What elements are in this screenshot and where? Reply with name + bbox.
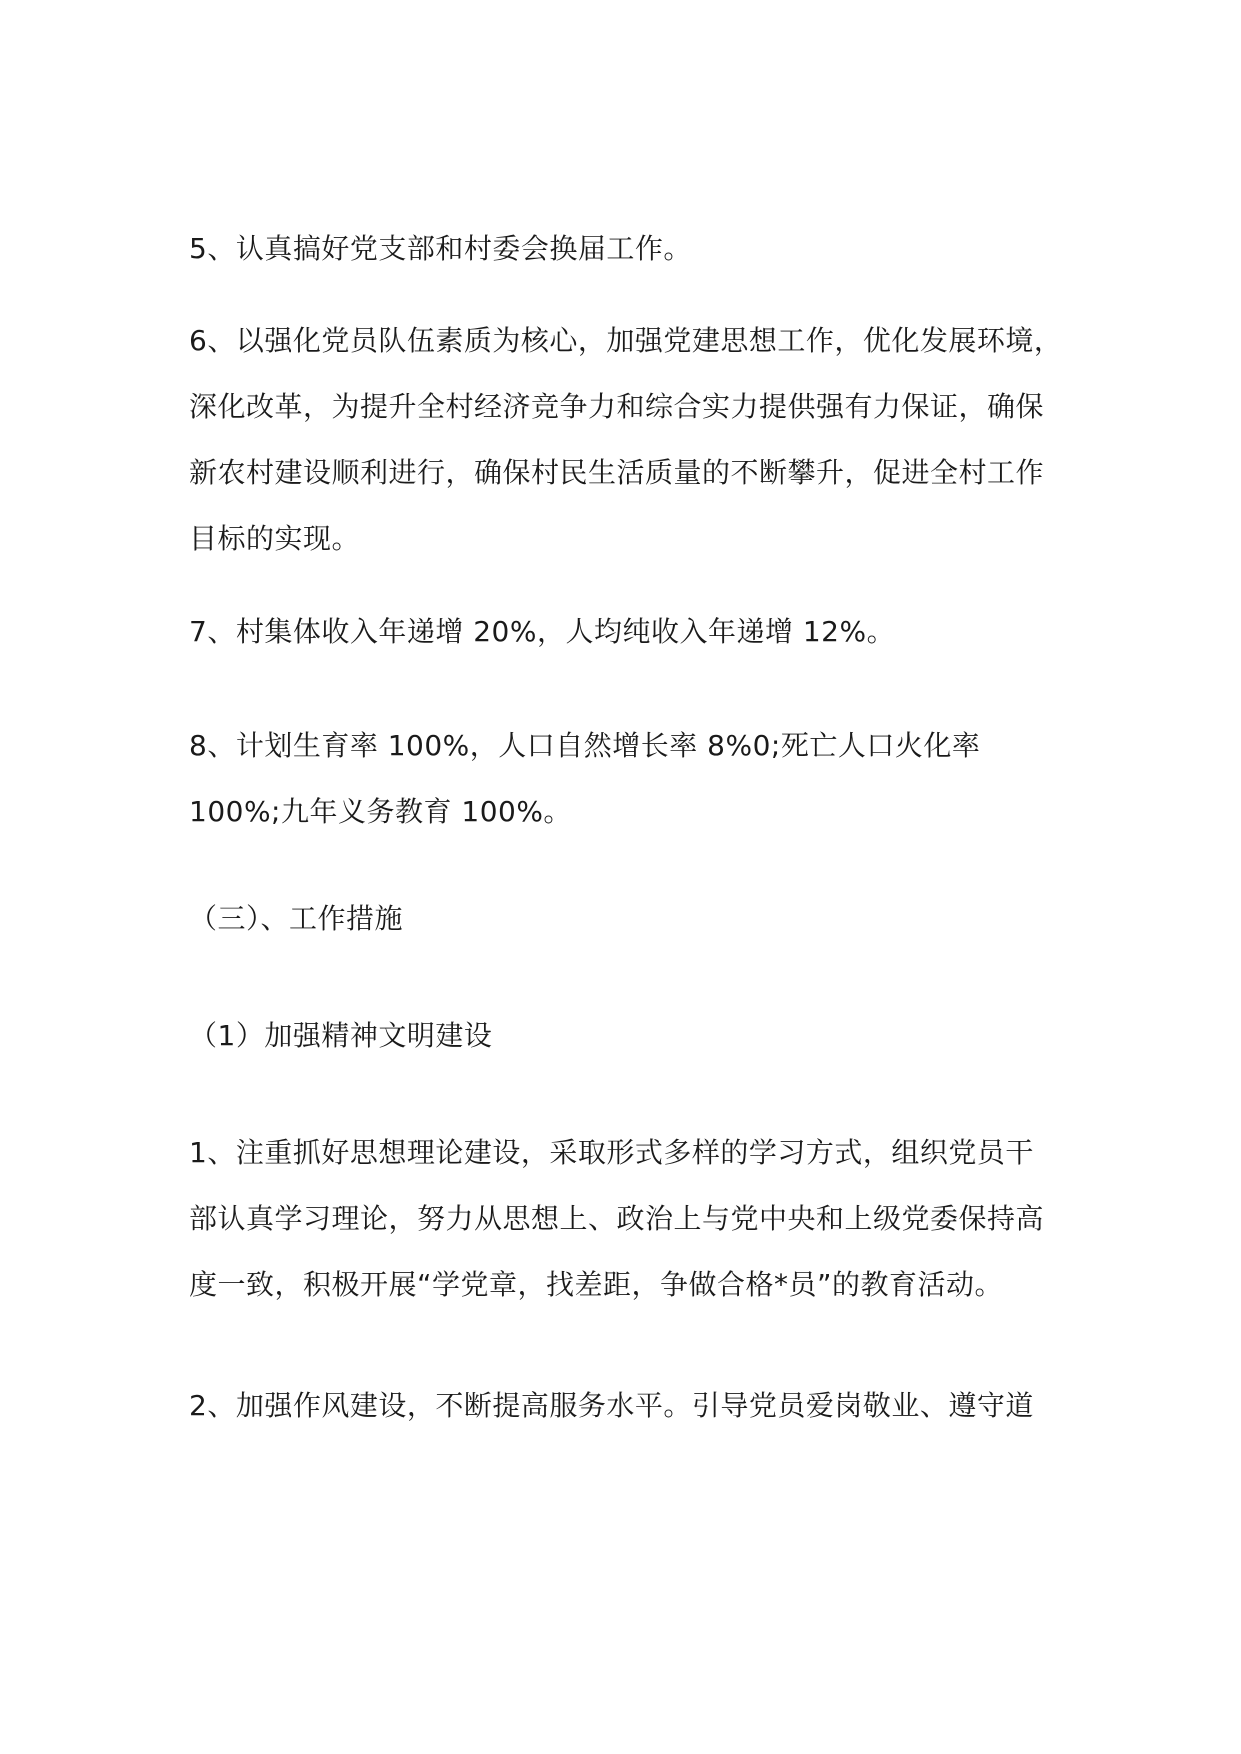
text-line: 5、认真搞好党支部和村委会换届工作。 — [189, 232, 692, 265]
text-line: 部认真学习理论，努力从思想上、政治上与党中央和上级党委保持高 — [189, 1202, 1045, 1235]
text-line: （三）、工作措施 — [189, 902, 404, 935]
paragraph-item-7 — [189, 599, 1069, 665]
text-line: 度一致，积极开展“学党章，找差距，争做合格*员”的教育活动。 — [189, 1268, 1004, 1301]
text-line: 6、以强化党员队伍素质为核心，加强党建思想工作，优化发展环境， — [189, 324, 1063, 357]
paragraph-item-8 — [189, 713, 1069, 845]
text-line: （1）加强精神文明建设 — [189, 1019, 493, 1052]
text-line: 新农村建设顺利进行，确保村民生活质量的不断攀升，促进全村工作 — [189, 456, 1045, 489]
text-line: 7、村集体收入年递增 20%，人均纯收入年递增 12%。 — [189, 615, 896, 648]
paragraph-measure-2 — [189, 1373, 1069, 1439]
section-heading-measures — [189, 886, 1069, 952]
text-line: 8、计划生育率 100%，人口自然增长率 8%0;死亡人口火化率 — [189, 729, 981, 762]
paragraph-item-6 — [189, 308, 1069, 572]
text-line: 2、加强作风建设，不断提高服务水平。引导党员爱岗敬业、遵守道 — [189, 1389, 1034, 1422]
paragraph-measure-1 — [189, 1120, 1069, 1318]
text-line: 深化改革，为提升全村经济竞争力和综合实力提供强有力保证，确保 — [189, 390, 1045, 423]
text-line: 1、注重抓好思想理论建设，采取形式多样的学习方式，组织党员干 — [189, 1136, 1034, 1169]
paragraph-item-5 — [189, 216, 1069, 282]
text-line: 100%;九年义务教育 100%。 — [189, 795, 572, 828]
text-line: 目标的实现。 — [189, 522, 361, 555]
subheading-spiritual-civilization — [189, 1003, 1069, 1069]
